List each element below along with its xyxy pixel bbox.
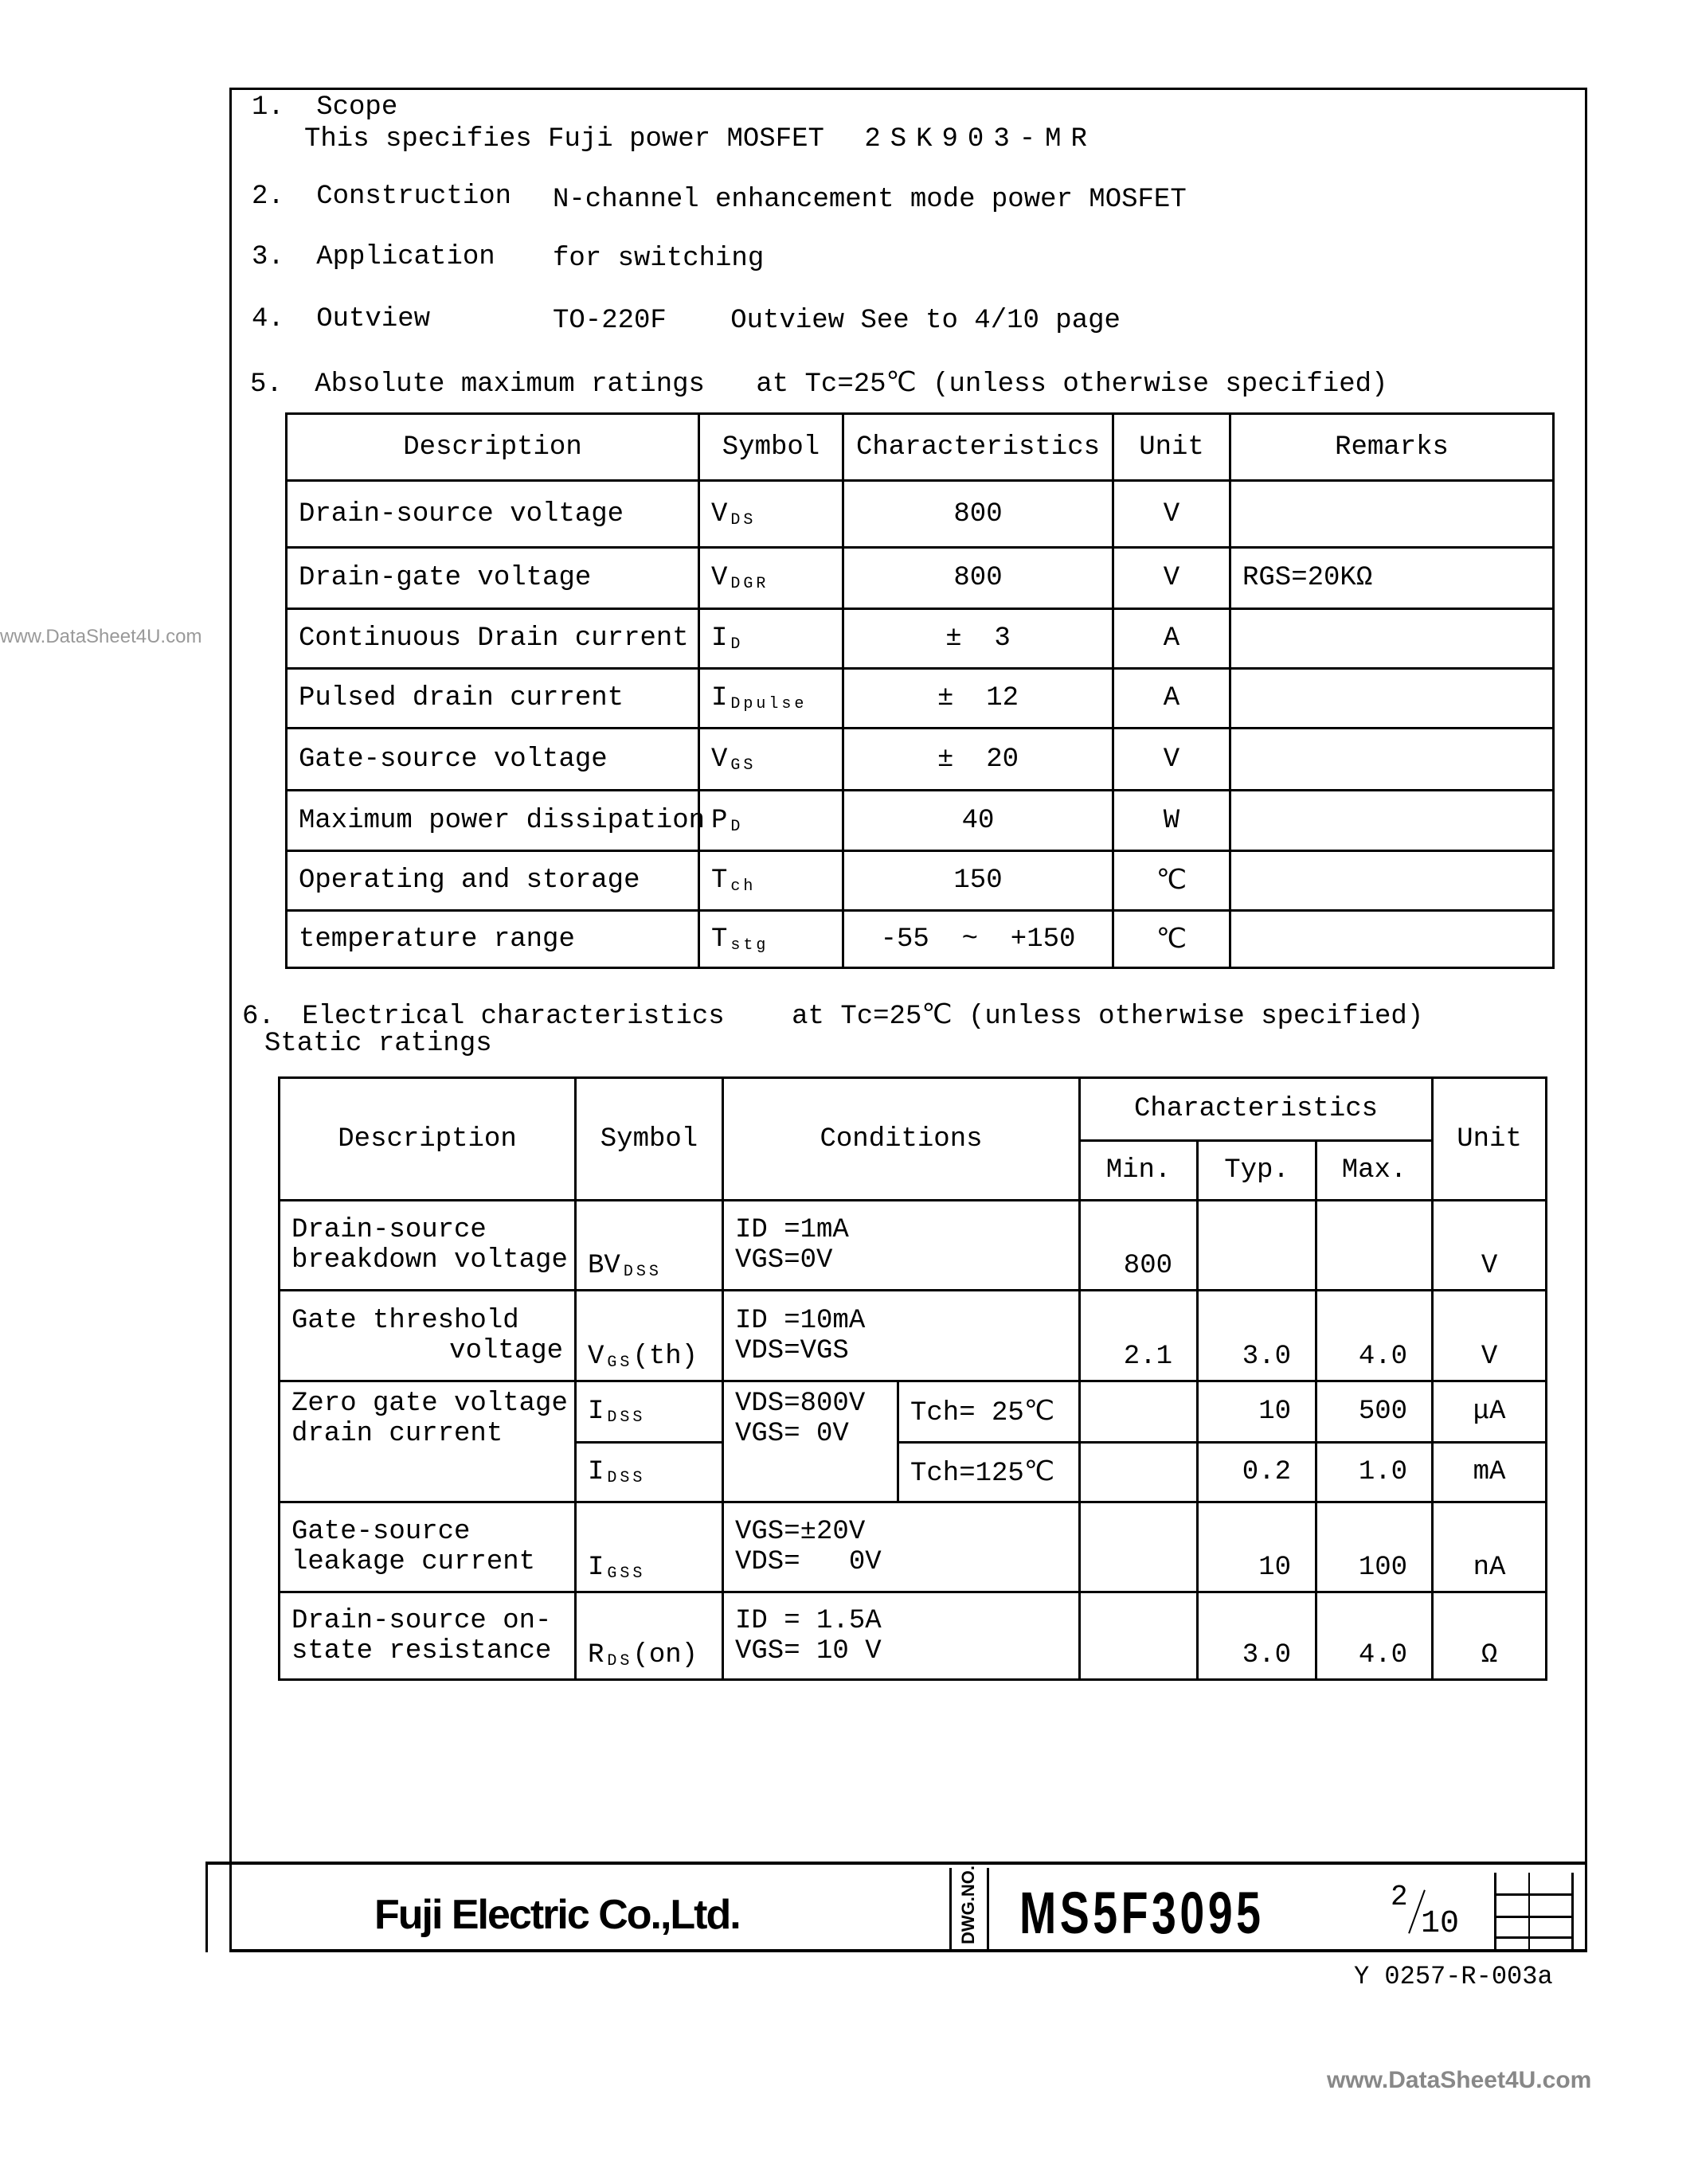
row-symbol	[699, 791, 843, 851]
row-temperature: Tch=125℃	[898, 1443, 1080, 1502]
symbol-main: I	[711, 623, 728, 654]
row-remarks	[1230, 911, 1554, 968]
row-value: -55 ~ +150	[843, 911, 1113, 968]
section-number: 6.	[242, 1002, 275, 1032]
row-conditions	[723, 1592, 1080, 1680]
symbol-suffix: (th)	[632, 1342, 698, 1372]
symbol-subscript: GS	[730, 756, 757, 775]
row-symbol	[699, 911, 843, 968]
header-typ: Typ.	[1198, 1141, 1316, 1201]
scope-description: This specifies Fuji power MOSFET	[304, 124, 824, 154]
row-description: Continuous Drain current	[287, 609, 699, 669]
section-4	[252, 304, 430, 334]
row-symbol	[576, 1201, 723, 1291]
symbol-main: T	[711, 865, 728, 896]
page-total: 10	[1421, 1906, 1460, 1942]
row-unit: V	[1113, 548, 1230, 609]
symbol-main: BV	[588, 1251, 620, 1281]
outview-reference: Outview See to 4/10 page	[730, 306, 1121, 336]
row-min: 2.1	[1080, 1291, 1198, 1381]
row-conditions	[723, 1291, 1080, 1381]
header-characteristics: Characteristics	[843, 414, 1113, 481]
watermark-bottom: www.DataSheet4U.com	[1327, 2067, 1592, 2093]
row-remarks	[1230, 481, 1554, 548]
title-block-divider	[205, 1862, 1587, 1865]
row-min	[1080, 1381, 1198, 1443]
header-description: Description	[287, 414, 699, 481]
page-indicator	[1384, 1881, 1472, 1944]
symbol-main: T	[711, 924, 728, 955]
table-row	[280, 1201, 1547, 1291]
header-remarks: Remarks	[1230, 414, 1554, 481]
row-description: temperature range	[287, 911, 699, 968]
symbol-main: V	[711, 744, 728, 775]
row-remarks	[1230, 669, 1554, 729]
condition-line-1: ID =1mA	[735, 1215, 849, 1245]
header-max: Max.	[1316, 1141, 1433, 1201]
description-line-1: Drain-source	[291, 1215, 487, 1245]
section-condition: at Tc=25℃ (unless otherwise specified)	[756, 369, 1388, 400]
table-row	[280, 1592, 1547, 1680]
symbol-main: V	[711, 563, 728, 593]
table-row	[287, 481, 1554, 548]
page-number: 2	[1391, 1881, 1408, 1913]
row-symbol	[576, 1443, 723, 1502]
table-row	[287, 911, 1554, 968]
section-2	[252, 182, 511, 212]
condition-line-1: VDS=800V	[735, 1389, 866, 1419]
row-unit: V	[1433, 1201, 1547, 1291]
section-title: Outview	[316, 304, 431, 334]
row-description: Pulsed drain current	[287, 669, 699, 729]
symbol-subscript: GSS	[607, 1565, 646, 1583]
row-description: Gate-source voltage	[287, 729, 699, 791]
description-line-1: Drain-source on-	[291, 1605, 552, 1636]
row-unit: nA	[1433, 1502, 1547, 1592]
section-number: 1.	[252, 92, 284, 123]
table-row	[287, 851, 1554, 911]
section-title: Absolute maximum ratings	[315, 369, 705, 400]
description-line-2: voltage	[449, 1335, 563, 1366]
condition-line-2: VGS= 10 V	[735, 1635, 882, 1666]
row-symbol	[576, 1502, 723, 1592]
row-symbol	[576, 1592, 723, 1680]
symbol-main: I	[588, 1457, 604, 1487]
row-description: Drain-source voltage	[287, 481, 699, 548]
section-3	[252, 242, 495, 272]
row-unit: V	[1433, 1291, 1547, 1381]
row-unit: W	[1113, 791, 1230, 851]
row-typ: 3.0	[1198, 1291, 1316, 1381]
row-remarks	[1230, 851, 1554, 911]
row-unit: ℃	[1113, 911, 1230, 968]
row-description	[280, 1291, 576, 1381]
row-max: 100	[1316, 1502, 1433, 1592]
outview-text	[553, 306, 1121, 336]
symbol-subscript: D	[730, 817, 744, 836]
section-1	[252, 92, 397, 123]
header-description: Description	[280, 1078, 576, 1201]
condition-line-2: VDS=VGS	[735, 1335, 849, 1366]
symbol-subscript: DSS	[607, 1469, 646, 1487]
row-unit: V	[1113, 481, 1230, 548]
row-unit: ℃	[1113, 851, 1230, 911]
row-description: Operating and storage	[287, 851, 699, 911]
row-symbol	[699, 481, 843, 548]
header-conditions: Conditions	[723, 1078, 1080, 1201]
construction-text: N-channel enhancement mode power MOSFET	[553, 185, 1187, 215]
row-typ: 10	[1198, 1502, 1316, 1592]
dwg-label-box	[949, 1868, 989, 1951]
title-block-left-border	[205, 1862, 208, 1952]
table-row	[287, 791, 1554, 851]
header-unit: Unit	[1433, 1078, 1547, 1201]
row-description: Maximum power dissipation	[287, 791, 699, 851]
header-characteristics: Characteristics	[1080, 1078, 1433, 1141]
row-unit: μA	[1433, 1381, 1547, 1443]
symbol-subscript: Dpulse	[730, 695, 808, 713]
row-symbol	[699, 851, 843, 911]
row-description	[280, 1502, 576, 1592]
row-conditions	[723, 1502, 1080, 1592]
row-temperature: Tch= 25℃	[898, 1381, 1080, 1443]
symbol-subscript: DGR	[730, 575, 769, 593]
row-min	[1080, 1592, 1198, 1680]
row-description	[280, 1381, 576, 1502]
condition-line-1: VGS=±20V	[735, 1517, 866, 1547]
row-unit: A	[1113, 669, 1230, 729]
header-unit: Unit	[1113, 414, 1230, 481]
row-max: 1.0	[1316, 1443, 1433, 1502]
table-row	[287, 669, 1554, 729]
row-value: 40	[843, 791, 1113, 851]
symbol-main: I	[588, 1397, 604, 1427]
dwg-no-label: DWG.NO.	[958, 1866, 978, 1944]
row-description	[280, 1592, 576, 1680]
description-line-1: Gate-source	[291, 1517, 471, 1547]
row-max	[1316, 1201, 1433, 1291]
section-condition: at Tc=25℃ (unless otherwise specified)	[792, 1002, 1424, 1032]
symbol-main: V	[588, 1342, 604, 1372]
row-remarks	[1230, 609, 1554, 669]
description-line-2: leakage current	[291, 1547, 536, 1577]
symbol-subscript: ch	[730, 877, 757, 896]
absolute-ratings-table	[285, 412, 1555, 969]
row-typ	[1198, 1201, 1316, 1291]
section-5	[250, 366, 1387, 400]
symbol-subscript: DS	[607, 1652, 633, 1670]
row-min	[1080, 1443, 1198, 1502]
row-typ: 3.0	[1198, 1592, 1316, 1680]
row-min: 800	[1080, 1201, 1198, 1291]
static-ratings-label: Static ratings	[264, 1029, 492, 1059]
revision-grid	[1494, 1873, 1574, 1952]
row-typ: 10	[1198, 1381, 1316, 1443]
table-row	[280, 1502, 1547, 1592]
row-symbol	[576, 1291, 723, 1381]
description-line-1: Gate threshold	[291, 1305, 519, 1336]
description-line-1: Zero gate voltage	[291, 1389, 568, 1419]
table-header-row	[280, 1078, 1547, 1141]
symbol-main: R	[588, 1640, 604, 1670]
drawing-number: MS5F3095	[1019, 1880, 1265, 1946]
watermark-left: www.DataSheet4U.com	[0, 626, 202, 647]
row-value: 800	[843, 481, 1113, 548]
table-row	[280, 1291, 1547, 1381]
row-value: 800	[843, 548, 1113, 609]
symbol-subscript: GS	[607, 1354, 633, 1372]
symbol-suffix: (on)	[632, 1640, 698, 1670]
symbol-subscript: DS	[730, 510, 757, 529]
section-title: Construction	[316, 182, 512, 212]
row-value: ± 12	[843, 669, 1113, 729]
table-row	[280, 1381, 1547, 1443]
symbol-subscript: DSS	[623, 1263, 662, 1281]
row-max: 500	[1316, 1381, 1433, 1443]
row-value: 150	[843, 851, 1113, 911]
symbol-main: V	[711, 498, 728, 529]
section-title: Electrical characteristics	[302, 1002, 725, 1032]
row-description: Drain-gate voltage	[287, 548, 699, 609]
row-value: ± 20	[843, 729, 1113, 791]
section-6	[242, 998, 1423, 1032]
row-typ: 0.2	[1198, 1443, 1316, 1502]
symbol-subscript: D	[730, 635, 744, 654]
row-unit: mA	[1433, 1443, 1547, 1502]
condition-line-2: VGS=0V	[735, 1245, 833, 1276]
row-max: 4.0	[1316, 1291, 1433, 1381]
section-number: 5.	[250, 369, 283, 400]
header-symbol: Symbol	[699, 414, 843, 481]
application-text: for switching	[553, 244, 765, 274]
row-min	[1080, 1502, 1198, 1592]
form-code: Y 0257-R-003a	[1354, 1962, 1553, 1991]
condition-line-2: VDS= 0V	[735, 1547, 882, 1577]
row-value: ± 3	[843, 609, 1113, 669]
description-line-2: state resistance	[291, 1635, 552, 1666]
section-number: 4.	[252, 304, 284, 334]
row-symbol	[699, 669, 843, 729]
row-remarks	[1230, 729, 1554, 791]
scope-text	[304, 124, 1097, 154]
row-conditions	[723, 1201, 1080, 1291]
section-number: 3.	[252, 242, 284, 272]
section-title: Application	[316, 242, 495, 272]
symbol-main: I	[588, 1553, 604, 1583]
section-title: Scope	[316, 92, 398, 123]
description-line-2: drain current	[291, 1419, 503, 1449]
symbol-subscript: stg	[730, 936, 769, 955]
header-symbol: Symbol	[576, 1078, 723, 1201]
row-symbol	[576, 1381, 723, 1443]
table-row	[287, 548, 1554, 609]
row-remarks	[1230, 791, 1554, 851]
company-name: Fuji Electric Co.,Ltd.	[374, 1892, 740, 1938]
condition-line-1: ID = 1.5A	[735, 1605, 882, 1636]
row-max: 4.0	[1316, 1592, 1433, 1680]
table-row	[287, 609, 1554, 669]
part-number: 2SK903-MR	[864, 124, 1097, 154]
row-unit: A	[1113, 609, 1230, 669]
package-name: TO-220F	[553, 306, 667, 336]
symbol-main: P	[711, 805, 728, 836]
condition-line-1: ID =10mA	[735, 1305, 866, 1336]
table-row	[287, 729, 1554, 791]
row-description	[280, 1201, 576, 1291]
electrical-characteristics-table	[278, 1076, 1547, 1681]
symbol-subscript: DSS	[607, 1408, 646, 1427]
section-number: 2.	[252, 182, 284, 212]
row-unit: Ω	[1433, 1592, 1547, 1680]
row-remarks: RGS=20KΩ	[1230, 548, 1554, 609]
row-unit: V	[1113, 729, 1230, 791]
row-conditions	[723, 1381, 898, 1502]
table-header-row	[287, 414, 1554, 481]
row-symbol	[699, 609, 843, 669]
symbol-main: I	[711, 683, 728, 713]
row-symbol	[699, 729, 843, 791]
condition-line-2: VGS= 0V	[735, 1419, 849, 1449]
row-symbol	[699, 548, 843, 609]
header-min: Min.	[1080, 1141, 1198, 1201]
description-line-2: breakdown voltage	[291, 1245, 568, 1276]
